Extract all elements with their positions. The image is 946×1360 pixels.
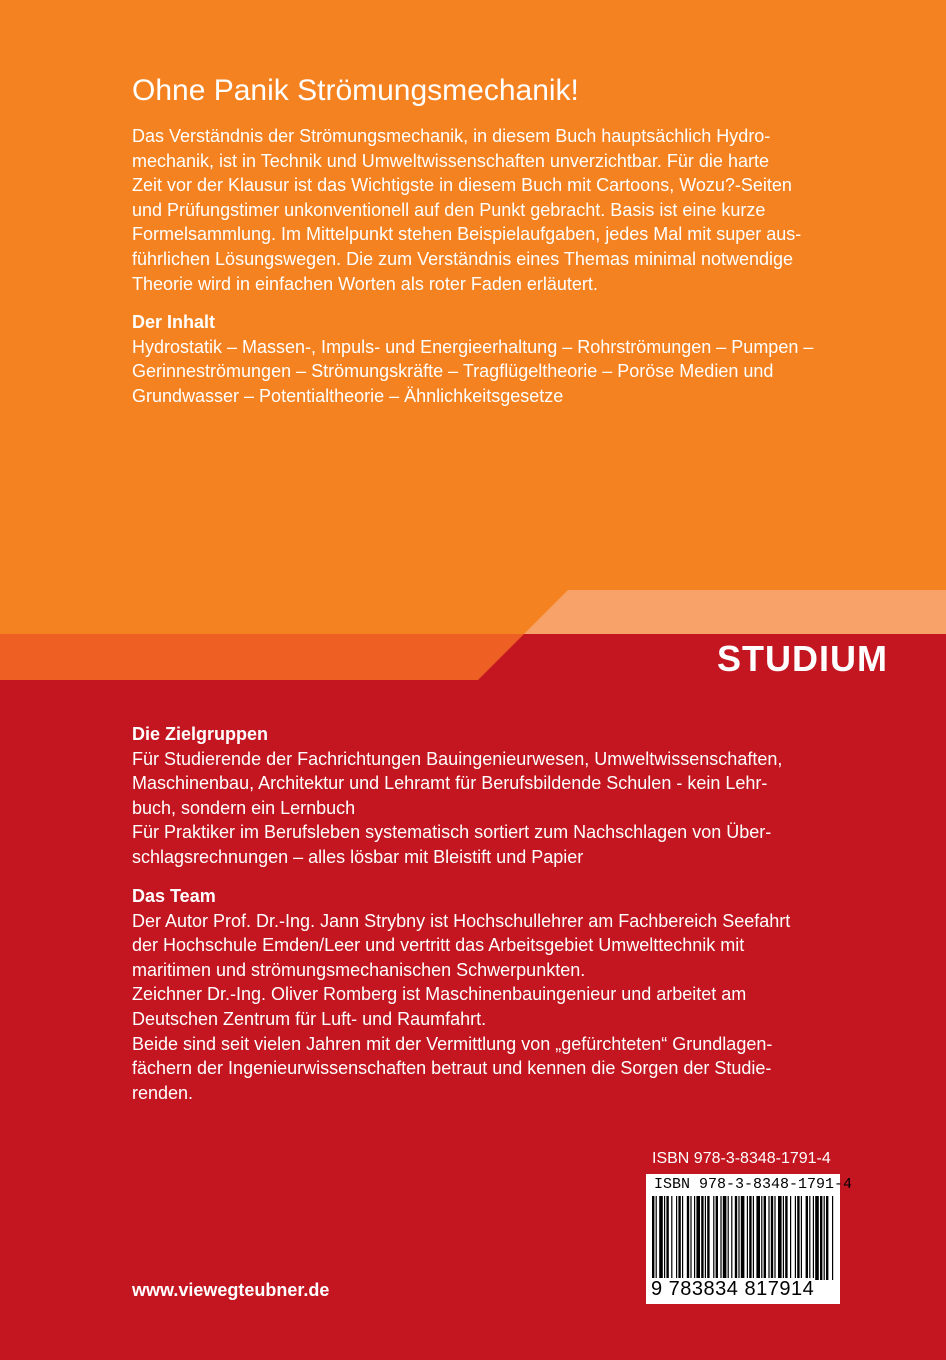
- barcode-bar: [815, 1196, 819, 1280]
- barcode-bar: [785, 1196, 787, 1280]
- team-line: maritimen und strömungsmechanischen Schwerpunkten.: [132, 959, 586, 980]
- barcode-bar: [774, 1196, 775, 1280]
- team-line: renden.: [132, 1082, 194, 1103]
- band-light-stripe: [524, 590, 946, 634]
- inhalt-heading: Der Inhalt: [132, 312, 216, 332]
- barcode-bar: [696, 1196, 700, 1280]
- team-line: Zeichner Dr.-Ing. Oliver Romberg ist Maschinenbauingenieur und arbeitet am: [132, 984, 747, 1005]
- barcode-bar: [806, 1196, 808, 1280]
- team-heading: Das Team: [132, 886, 216, 906]
- team-line: Der Autor Prof. Dr.-Ing. Jann Strybny ist Hochschullehrer am Fachbereich Seefahrt: [132, 910, 791, 931]
- barcode-bar: [749, 1196, 751, 1280]
- intro-line: Zeit vor der Klausur ist das Wichtigste in diesem Buch mit Cartoons, Wozu?-Seiten: [132, 175, 792, 196]
- zielgruppen-section: [132, 722, 782, 870]
- intro-line: und Prüfungstimer unkonventionell auf den Punkt gebracht. Basis ist eine kurze: [132, 199, 766, 220]
- zielgruppen-line: schlagsrechnungen – alles lösbar mit Bleistift und Papier: [132, 846, 584, 867]
- barcode-bar: [707, 1196, 709, 1280]
- zielgruppen-line: Für Studierende der Fachrichtungen Bauingenieurwesen, Umweltwissenschaften,: [132, 748, 783, 769]
- barcode-bar: [705, 1196, 706, 1280]
- intro-paragraph: [132, 124, 801, 296]
- barcode-bar: [741, 1196, 745, 1280]
- barcode-number: 9 783834 817914: [651, 1278, 815, 1300]
- zielgruppen-line: buch, sondern ein Lernbuch: [132, 797, 356, 818]
- band-orange-stripe: [0, 634, 524, 680]
- team-line: Beide sind seit vielen Jahren mit der Vermittlung von „gefürchteten“ Grundlagen-: [132, 1033, 773, 1054]
- publisher-url: www.viewegteubner.de: [132, 1280, 330, 1300]
- intro-line: Formelsammlung. Im Mittelpunkt stehen Beispielaufgaben, jedes Mal mit super aus-: [132, 224, 802, 245]
- barcode-bar: [728, 1196, 729, 1280]
- barcode-isbn-text: ISBN 978-3-8348-1791-4: [654, 1176, 853, 1193]
- intro-line: führlichen Lösungswegen. Die zum Verständnis eines Themas minimal notwendige: [132, 248, 794, 269]
- barcode-bar: [790, 1196, 791, 1280]
- barcode-bar: [826, 1196, 828, 1280]
- barcode-bar: [664, 1196, 665, 1280]
- isbn-label: ISBN 978-3-8348-1791-4: [652, 1150, 831, 1167]
- barcode-bar: [778, 1196, 782, 1280]
- inhalt-line: Grundwasser – Potentialtheorie – Ähnlichkeitsgesetze: [132, 385, 564, 406]
- isbn-barcode: [646, 1174, 853, 1304]
- barcode-bar: [687, 1196, 689, 1280]
- barcode-bar: [652, 1196, 654, 1280]
- barcode-bar: [795, 1196, 796, 1280]
- intro-line: Theorie wird in einfachen Worten als roter Faden erläutert.: [132, 273, 598, 294]
- barcode-bar: [735, 1196, 737, 1280]
- barcode-bar: [783, 1196, 784, 1280]
- barcode-bar: [761, 1196, 762, 1280]
- barcode-bar: [690, 1196, 691, 1280]
- inhalt-line: Gerinneströmungen – Strömungskräfte – Tragflügeltheorie – Poröse Medien und: [132, 361, 774, 382]
- zielgruppen-text: [132, 747, 782, 870]
- barcode-bar: [682, 1196, 683, 1280]
- intro-line: Das Verständnis der Strömungsmechanik, in diesem Buch hauptsächlich Hydro-: [132, 126, 771, 146]
- zielgruppen-heading: Die Zielgruppen: [132, 724, 269, 744]
- zielgruppen-line: Für Praktiker im Berufsleben systematisch sortiert zum Nachschlagen von Über-: [132, 822, 772, 843]
- barcode-bar: [753, 1196, 754, 1280]
- barcode-bar: [720, 1196, 721, 1280]
- barcode-bar: [678, 1196, 680, 1280]
- barcode-bar: [738, 1196, 739, 1280]
- barcode-bar: [701, 1196, 703, 1280]
- barcode-bar: [694, 1196, 695, 1280]
- barcode-bar: [659, 1196, 663, 1280]
- inhalt-section: [132, 310, 813, 408]
- barcode-bar: [764, 1196, 766, 1280]
- barcode-bar: [756, 1196, 760, 1280]
- team-line: Deutschen Zentrum für Luft- und Raumfahrt.: [132, 1008, 487, 1029]
- barcode-bar: [671, 1196, 672, 1280]
- barcode-bar: [768, 1196, 769, 1280]
- barcode-bar: [676, 1196, 677, 1280]
- barcode-bar: [747, 1196, 748, 1280]
- barcode-bar: [731, 1196, 732, 1280]
- barcode-bar: [713, 1196, 714, 1280]
- team-line: fächern der Ingenieurwissenschaften betraut und kennen die Sorgen der Studie-: [132, 1058, 772, 1079]
- intro-line: mechanik, ist in Technik und Umweltwissenschaften unverzichtbar. Für die harte: [132, 150, 769, 171]
- series-label: STUDIUM: [717, 638, 888, 679]
- team-section: [132, 884, 790, 1105]
- headline: Ohne Panik Strömungsmechanik!: [132, 74, 579, 107]
- barcode-bar: [832, 1196, 833, 1280]
- barcode-bar: [771, 1196, 773, 1280]
- inhalt-line: Hydrostatik – Massen-, Impuls- und Energieerhaltung – Rohrströmungen – Pumpen –: [132, 336, 814, 357]
- barcode-bar: [666, 1196, 668, 1280]
- barcode-bar: [797, 1196, 799, 1280]
- barcode-bar: [820, 1196, 822, 1280]
- team-line: der Hochschule Emden/Leer und vertritt das Arbeitsgebiet Umwelttechnik mit: [132, 935, 745, 956]
- barcode-bar: [809, 1196, 810, 1280]
- barcode-bar: [801, 1196, 802, 1280]
- barcode-bar: [813, 1196, 814, 1280]
- barcode-bar: [824, 1196, 825, 1280]
- barcode-bar: [716, 1196, 718, 1280]
- inhalt-text: [132, 335, 813, 409]
- barcode-bar: [723, 1196, 727, 1280]
- barcode-bar: [656, 1196, 657, 1280]
- zielgruppen-line: Maschinenbau, Architektur und Lehramt für Berufsbildende Schulen - kein Lehr-: [132, 773, 768, 794]
- team-text: [132, 909, 790, 1106]
